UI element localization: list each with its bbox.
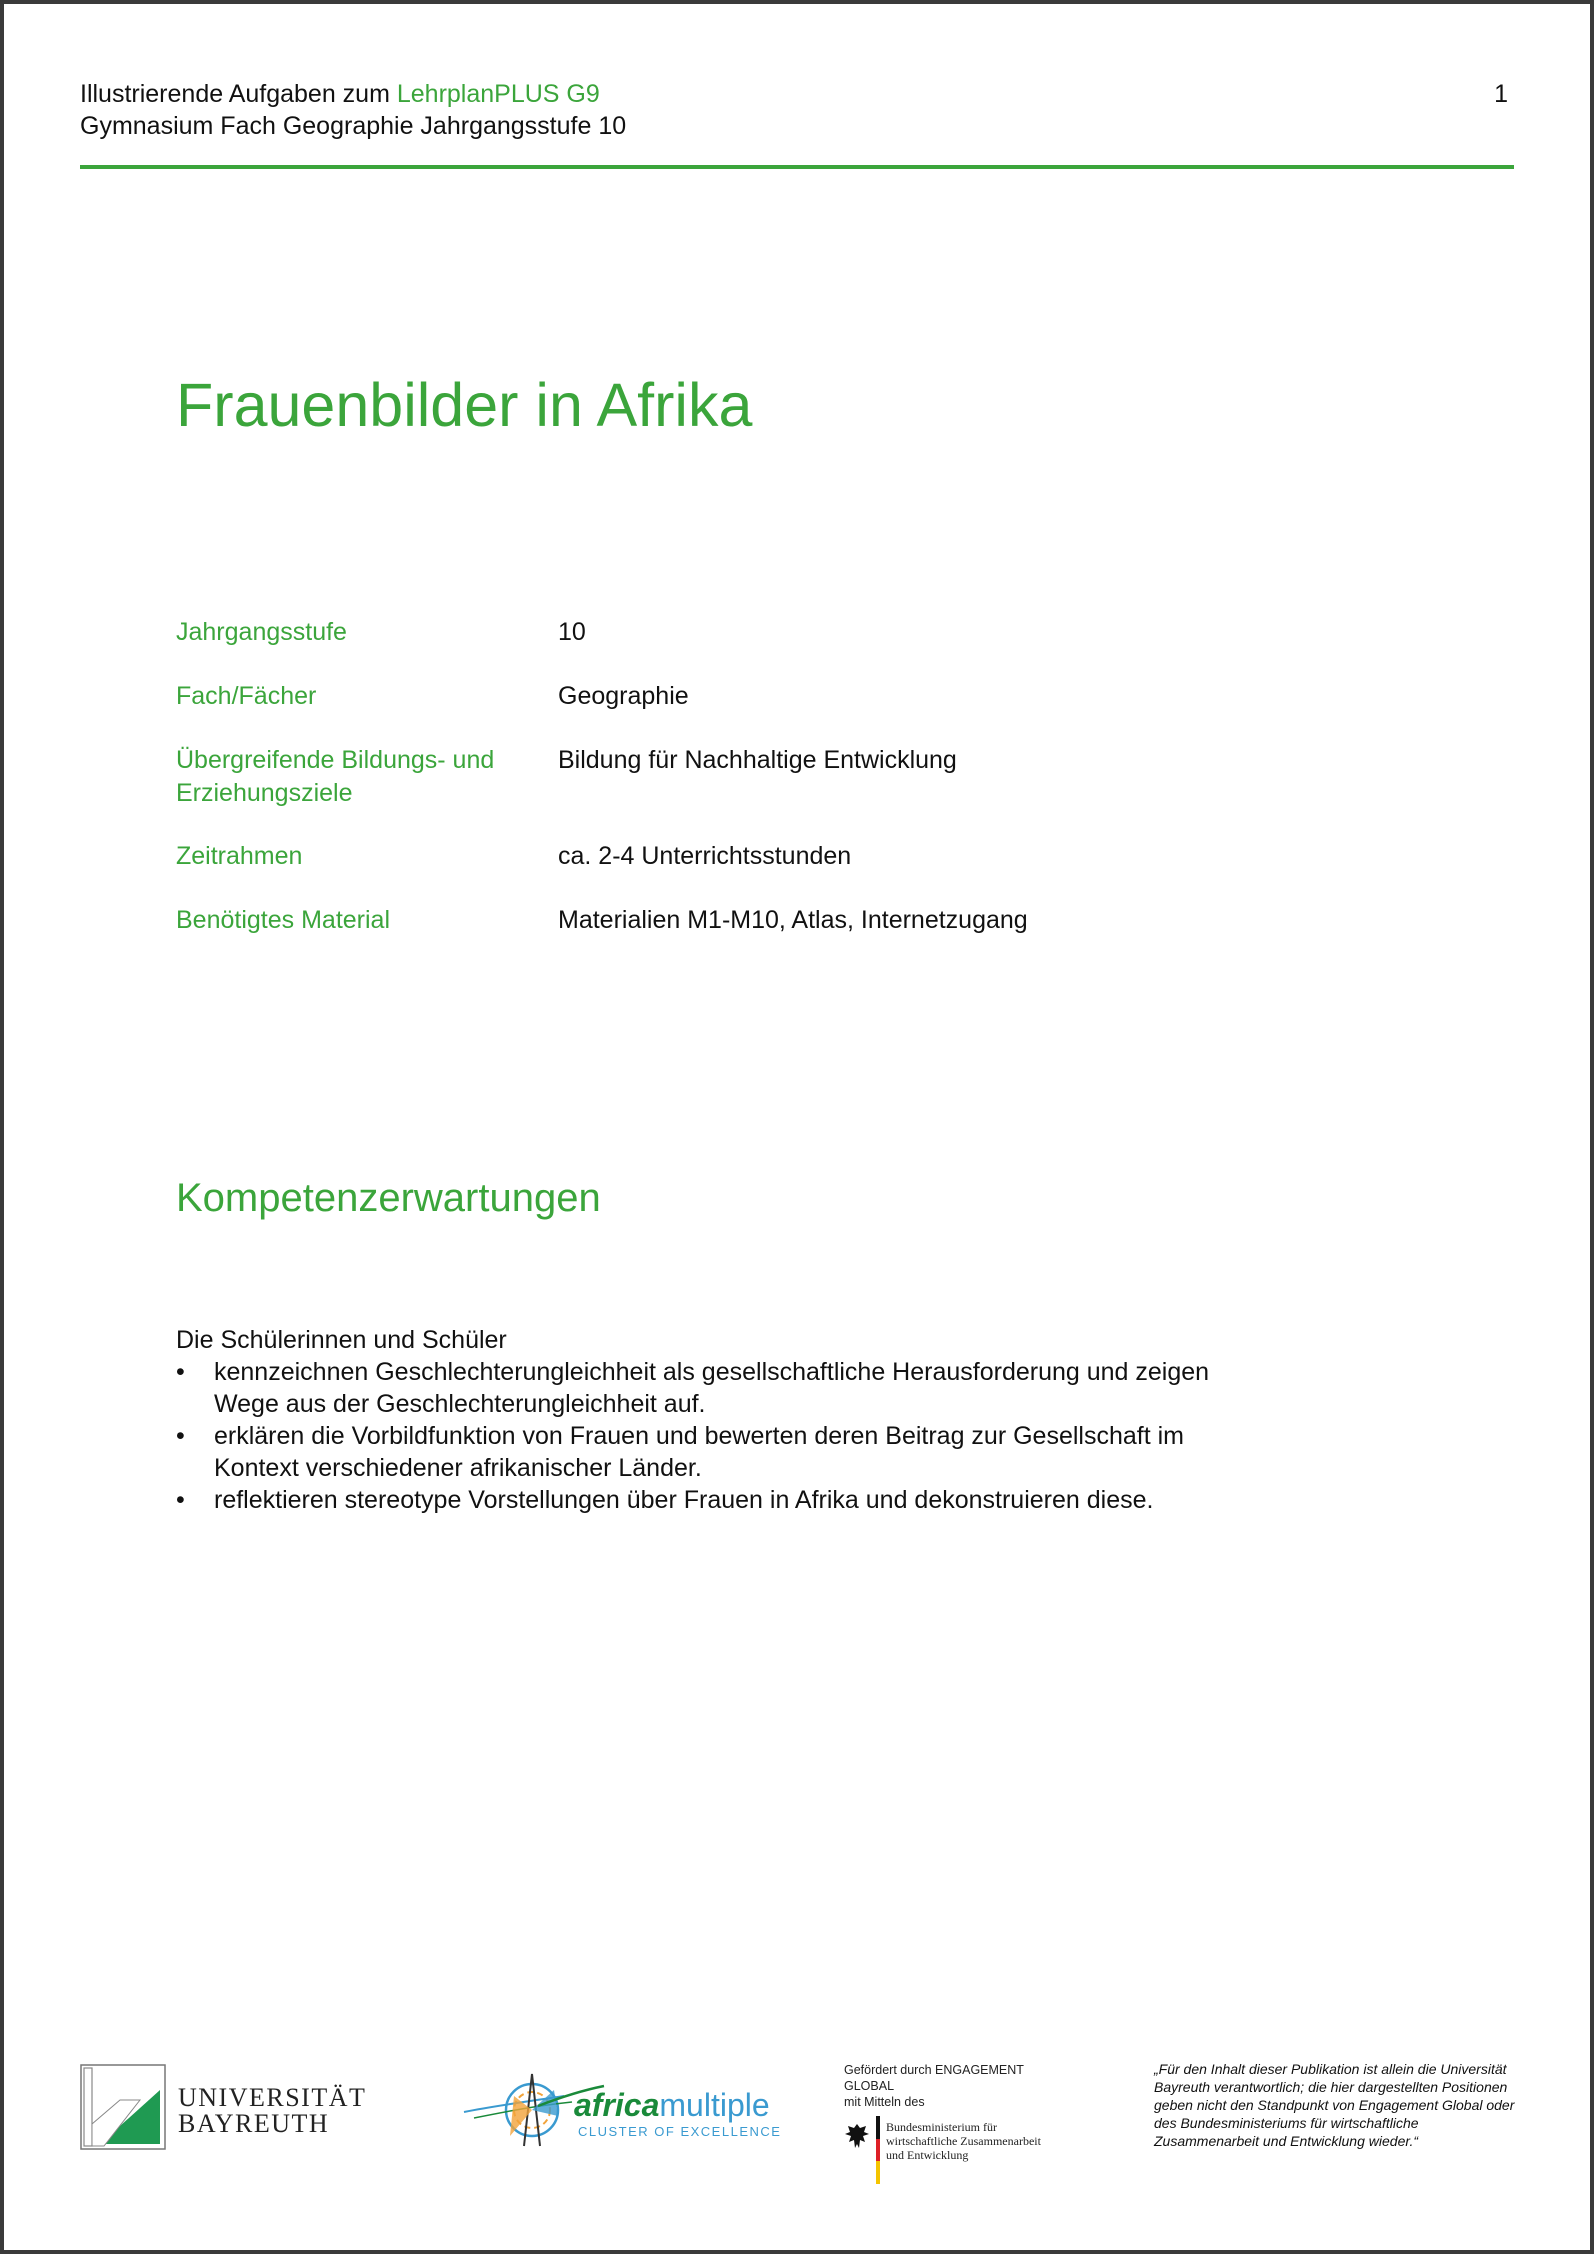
funding-line-1: Gefördert durch ENGAGEMENT GLOBAL — [844, 2063, 1024, 2093]
header-line-1: Illustrierende Aufgaben zum LehrplanPLUS G9 — [80, 80, 600, 108]
meta-value-material: Materialien M1-M10, Atlas, Internetzugang — [558, 906, 1028, 934]
meta-label-zeitrahmen: Zeitrahmen — [176, 842, 303, 870]
header-divider — [80, 165, 1514, 169]
africa-logo-tagline: CLUSTER OF EXCELLENCE — [578, 2124, 782, 2139]
list-item: • kennzeichnen Geschlechterungleichheit als gesellschaftliche Herausforderung und zeigen Wege aus der Geschlechterungleichheit auf. — [176, 1358, 1210, 1418]
list-item: • reflektieren stereotype Vorstellungen über Frauen in Afrika und dekonstruieren diese. — [176, 1486, 1154, 1514]
header-line-2: Gymnasium Fach Geographie Jahrgangsstufe 10 — [80, 112, 627, 140]
ubt-logo — [80, 2064, 370, 2156]
africa-logo-word: africamultiple — [574, 2087, 770, 2123]
ubt-logo-icon — [81, 2065, 165, 2149]
meta-value-bildungsziele: Bildung für Nachhaltige Entwicklung — [558, 746, 957, 774]
meta-value-zeitrahmen: ca. 2-4 Unterrichtsstunden — [558, 842, 852, 870]
bullet-icon: • — [176, 1422, 185, 1450]
document-page — [4, 4, 1590, 2250]
funding-notice — [844, 2062, 1074, 2184]
bmz-logo — [844, 2116, 1074, 2184]
meta-value-jahrgangsstufe: 10 — [558, 618, 586, 646]
meta-label-bildungsziele: Übergreifende Bildungs- und Erziehungsziele — [176, 746, 495, 807]
header-highlight: LehrplanPLUS G9 — [396, 80, 600, 108]
ministry-name: Bundesministerium für wirtschaftliche Zusammenarbeit und Entwicklung — [886, 2120, 1041, 2162]
bullet-icon: • — [176, 1486, 185, 1514]
german-flag-bar — [876, 2116, 880, 2184]
meta-label-jahrgangsstufe: Jahrgangsstufe — [176, 618, 347, 646]
list-item: • erklären die Vorbildfunktion von Frauen und bewerten deren Beitrag zur Gesellschaft im Kontext verschiedener afrikanischer Länder. — [176, 1422, 1184, 1482]
page-title: Frauenbilder in Afrika — [176, 371, 753, 439]
federal-eagle-icon — [844, 2122, 870, 2150]
meta-label-material: Benötigtes Material — [176, 906, 391, 934]
page-number: 1 — [1494, 80, 1508, 108]
ubt-logo-line1: UNIVERSITÄT — [178, 2083, 367, 2112]
section-heading-kompetenzerwartungen: Kompetenzerwartungen — [176, 1176, 601, 1220]
meta-value-fach: Geographie — [558, 682, 689, 710]
competencies-list — [176, 1356, 1256, 1516]
africa-multiple-logo — [454, 2066, 782, 2156]
ubt-logo-line2: BAYREUTH — [178, 2109, 330, 2138]
meta-label-fach: Fach/Fächer — [176, 682, 317, 710]
funding-line-2: mit Mitteln des — [844, 2095, 925, 2109]
bullet-icon: • — [176, 1358, 185, 1386]
disclaimer: „Für den Inhalt dieser Publikation ist allein die Universität Bayreuth verantwortlich; die hier dargestellten Positionen geben nicht den Standpunkt von Engagement Global oder des Bundesministeriums für wirtschaftliche Zusammenarbeit und Entwicklung wieder.“ — [1154, 2061, 1515, 2149]
competencies-intro: Die Schülerinnen und Schüler — [176, 1326, 507, 1354]
